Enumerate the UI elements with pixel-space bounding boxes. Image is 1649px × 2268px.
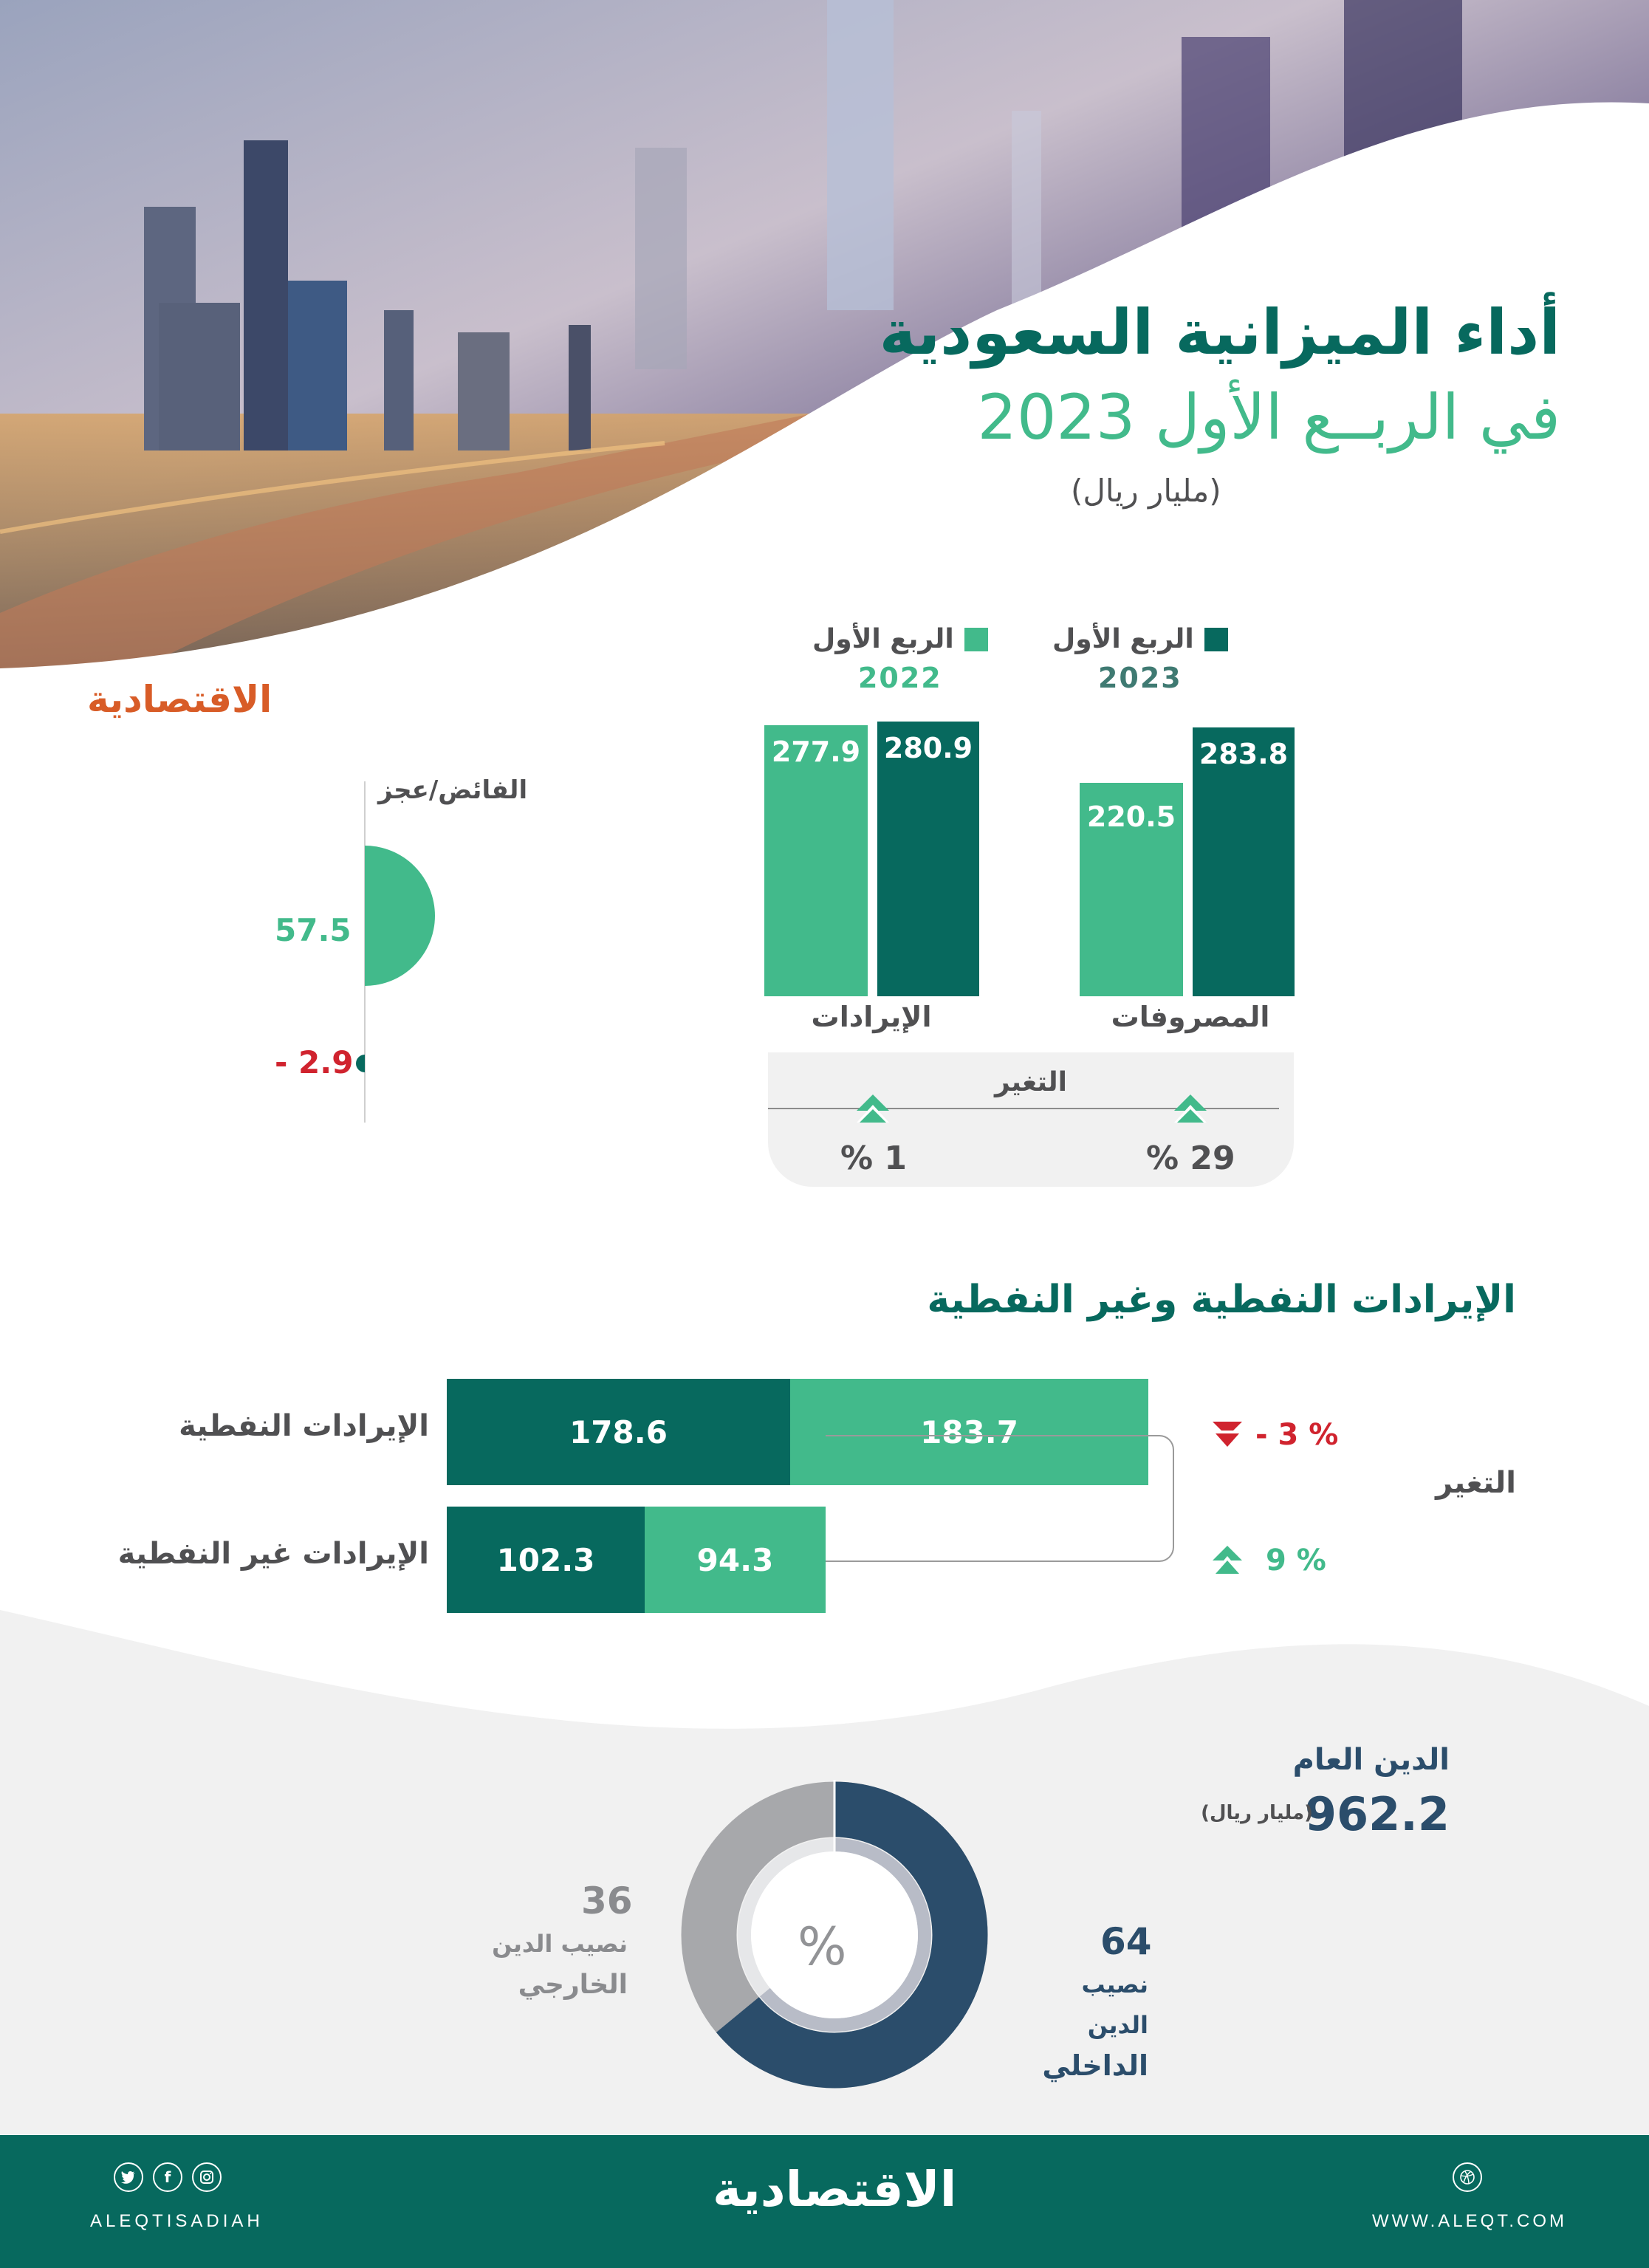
- double-arrow-up-icon: [855, 1094, 891, 1124]
- legend-q1-2022: [812, 624, 988, 694]
- hbar-value: 94.3: [696, 1541, 774, 1578]
- change-title: التغير: [995, 1067, 1067, 1097]
- nonoil-change-value: 9 %: [1266, 1544, 1326, 1577]
- bar-value: 220.5: [1086, 801, 1176, 833]
- domestic-debt-label: [1026, 1964, 1148, 2086]
- bar-expenses-2023: [1193, 727, 1295, 996]
- page-subtitle: في الربــع الأول 2023: [977, 381, 1560, 453]
- bar-expenses-2022: [1080, 783, 1183, 996]
- legend-swatch-dark: [1204, 628, 1228, 651]
- label-line: الخارجي: [518, 1970, 628, 2000]
- revenues-change-value: 1 %: [840, 1140, 908, 1177]
- instagram-icon[interactable]: [192, 2162, 222, 2192]
- legend-label: الربع الأول: [1052, 624, 1194, 654]
- page-title: أداء الميزانية السعودية: [879, 296, 1560, 369]
- surplus-value-2023: 57.5: [275, 912, 352, 948]
- change-panel: [768, 1052, 1294, 1187]
- title-block: [880, 292, 1560, 521]
- hero-banner: [0, 0, 1649, 679]
- change-side-label: التغير: [1436, 1466, 1516, 1500]
- hbar-label-nonoil: الإيرادات غير النفطية: [117, 1537, 429, 1571]
- hbar-value: 183.7: [920, 1414, 1018, 1450]
- website-url[interactable]: WWW.ALEQT.COM: [1372, 2211, 1567, 2231]
- hbar-value: 102.3: [496, 1541, 595, 1578]
- bar-value: 283.8: [1199, 738, 1289, 770]
- footer: [0, 2135, 1649, 2268]
- double-arrow-up-icon: [1211, 1546, 1244, 1575]
- oil-section-title: الإيرادات النفطية وغير النفطية: [927, 1278, 1516, 1322]
- label-line: الداخلي: [1042, 2049, 1148, 2082]
- oil-change-value: - 3 %: [1255, 1418, 1339, 1452]
- footer-logo: الاقتصادية: [713, 2161, 957, 2218]
- hbar-label-oil: الإيرادات النفطية: [179, 1409, 429, 1443]
- legend-year: 2023: [1097, 662, 1182, 694]
- category-revenues: الإيرادات: [811, 1001, 932, 1033]
- category-expenses: المصروفات: [1111, 1001, 1270, 1033]
- legend-swatch-light: [964, 628, 988, 651]
- legend-label: الربع الأول: [812, 624, 954, 654]
- domestic-debt-value: 64: [1100, 1920, 1152, 1963]
- external-debt-value: 36: [581, 1880, 633, 1922]
- twitter-icon[interactable]: [114, 2162, 143, 2192]
- hbar-seg-2022: [447, 1379, 790, 1485]
- social-icons: [114, 2162, 222, 2192]
- bar-revenues-2023: [877, 722, 979, 996]
- expenses-change-value: 29 %: [1146, 1140, 1235, 1177]
- donut-center-percent: %: [798, 1916, 847, 1977]
- double-arrow-down-icon: [1211, 1420, 1244, 1450]
- external-debt-label: [487, 1924, 628, 2005]
- bar-value: 280.9: [883, 732, 973, 764]
- brand-logo: الاقتصادية: [87, 678, 272, 721]
- debt-total-value: 962.2: [1304, 1787, 1450, 1841]
- nonoil-change: [1211, 1544, 1326, 1577]
- oil-change: [1211, 1418, 1338, 1452]
- label-line: نصيب الدين: [1081, 1970, 1148, 2039]
- unit-label: (مليار ريال): [1071, 473, 1221, 509]
- surplus-half-circle-2023: [365, 846, 435, 986]
- debt-unit: (مليار ريال): [1201, 1802, 1313, 1824]
- social-handle[interactable]: ALEQTISADIAH: [90, 2211, 264, 2231]
- hbar-value: 178.6: [569, 1414, 668, 1450]
- website-globe-icon[interactable]: [1453, 2162, 1482, 2192]
- debt-title: الدين العام: [1292, 1743, 1450, 1777]
- surplus-title: الفائض/عجز: [378, 775, 528, 805]
- legend-year: 2022: [857, 662, 942, 694]
- change-connector-bracket: [826, 1435, 1174, 1562]
- facebook-icon[interactable]: f: [153, 2162, 182, 2192]
- double-arrow-up-icon: [1173, 1094, 1208, 1124]
- deficit-value-2022: - 2.9: [275, 1044, 354, 1080]
- bar-value: 277.9: [771, 736, 861, 768]
- legend-q1-2023: [1052, 624, 1228, 694]
- bar-revenues-2022: [764, 725, 868, 996]
- label-line: نصيب الدين: [492, 1930, 628, 1958]
- deficit-half-circle-2022: [356, 1055, 365, 1072]
